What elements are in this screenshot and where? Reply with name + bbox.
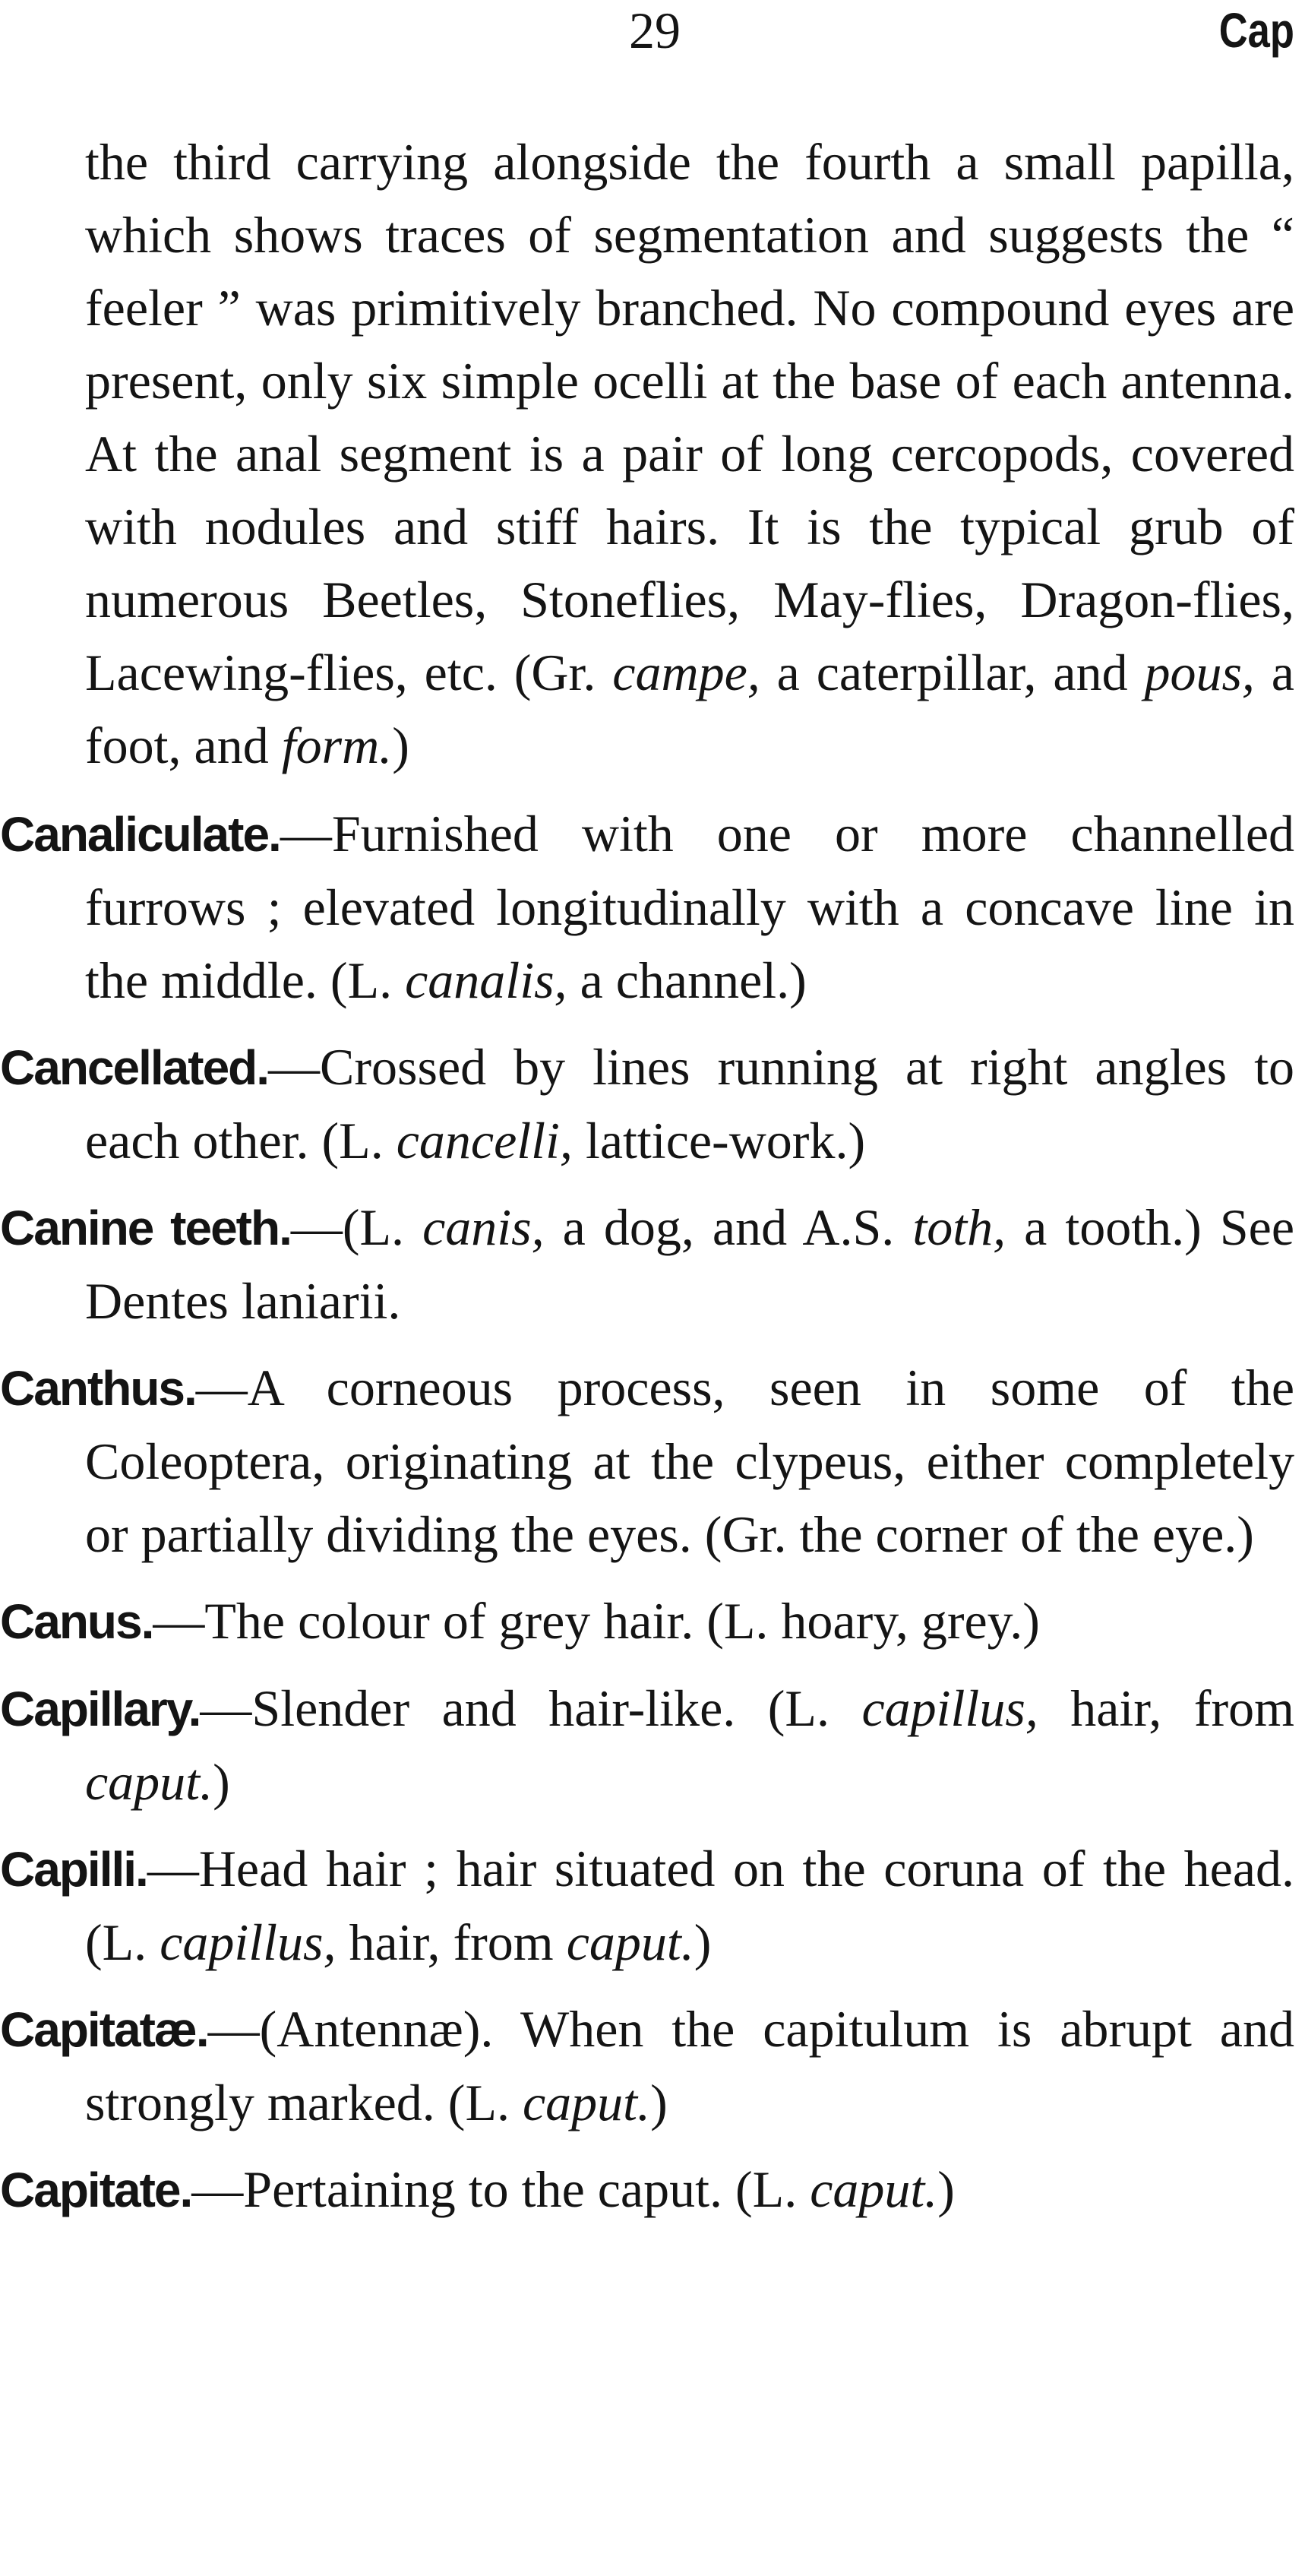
entry-definition: —A corneous process, seen in some of the Coleoptera, originating at the clypeus, either completely or partially dividing the eyes. (Gr. the corner of the eye.) bbox=[85, 1359, 1294, 1563]
entry-canaliculate bbox=[0, 797, 1294, 1017]
entry-definition: ) bbox=[392, 717, 409, 774]
entry-capilli bbox=[0, 1832, 1294, 1979]
entry-definition: lattice-work.) bbox=[572, 1112, 866, 1169]
entry-definition: —The colour of grey hair. (L. hoary, grey.) bbox=[153, 1592, 1040, 1650]
entry-definition: a caterpillar, and bbox=[760, 644, 1145, 701]
entry-headword: Canine teeth. bbox=[0, 1201, 291, 1255]
entry-definition: the third carrying alongside the fourth a small papilla, which shows traces of segmentation and suggests the “ feeler ” was primitively branched. No compound eyes are present, only six simple ocelli at the base of each antenna. At the anal segment is a pair of long cercopods, covered with nodules and stiff hairs. It is the typical grub of numerous Beetles, Stoneflies, May-flies, Dragon-flies, Lacewing-flies, etc. (Gr. bbox=[85, 133, 1294, 701]
entry-definition: a tooth.) See Dentes laniarii. bbox=[85, 1198, 1295, 1330]
entry-headword: Canus. bbox=[0, 1594, 153, 1649]
entry-definition: a foot, and bbox=[85, 644, 1294, 774]
etymology-word: form. bbox=[281, 717, 393, 774]
etymology-word: canis, bbox=[422, 1198, 545, 1256]
entry-definition: hair, from bbox=[336, 1913, 567, 1971]
entry-definition: —Furnished with one or more channelled furrows ; elevated longitudinally with a concave line in the middle. (L. bbox=[85, 805, 1294, 1009]
entry-definition: —Crossed by lines running at right angles to each other. (L. bbox=[85, 1038, 1294, 1169]
etymology-word: pous, bbox=[1144, 644, 1255, 701]
entry-headword: Canthus. bbox=[0, 1361, 196, 1416]
entry-definition: —Head hair ; hair situated on the coruna of the head. (L. bbox=[85, 1840, 1294, 1971]
entry-definition: ) bbox=[213, 1753, 230, 1811]
etymology-word: caput. bbox=[85, 1753, 213, 1811]
entry-headword: Canaliculate. bbox=[0, 807, 280, 862]
entry-definition: —(L. bbox=[290, 1198, 423, 1256]
entry-headword: Capitatæ. bbox=[0, 2002, 208, 2057]
entry-headword: Capilli. bbox=[0, 1842, 147, 1897]
etymology-word: toth, bbox=[912, 1198, 1006, 1256]
entry-definition: a dog, and A.S. bbox=[544, 1198, 913, 1256]
entry-definition: ) bbox=[650, 2074, 668, 2131]
entry-headword: Capitate. bbox=[0, 2163, 192, 2217]
etymology-word: cancelli, bbox=[396, 1112, 573, 1169]
etymology-word: caput. bbox=[810, 2160, 938, 2218]
entry-capitate bbox=[0, 2153, 1294, 2226]
entry-canine-teeth bbox=[0, 1191, 1294, 1337]
page-body bbox=[0, 125, 1294, 2240]
entry-definition: —Pertaining to the caput. (L. bbox=[191, 2160, 810, 2218]
catchword: Cap bbox=[1218, 3, 1294, 58]
continued-entry-text bbox=[0, 125, 1294, 782]
entry-capillary bbox=[0, 1672, 1294, 1818]
etymology-word: capillus, bbox=[861, 1679, 1038, 1737]
entry-definition: a channel.) bbox=[567, 951, 807, 1009]
entry-definition: —(Antennæ). When the capitulum is abrupt and strongly marked. (L. bbox=[85, 2000, 1294, 2131]
etymology-word: campe, bbox=[612, 644, 760, 701]
entry-cancellated bbox=[0, 1030, 1294, 1177]
running-head bbox=[0, 0, 1305, 84]
entry-definition: ) bbox=[937, 2160, 955, 2218]
entry-definition: ) bbox=[694, 1913, 712, 1971]
etymology-word: canalis, bbox=[405, 951, 567, 1009]
entry-definition: —Slender and hair-like. (L. bbox=[200, 1679, 862, 1737]
entry-definition: hair, from bbox=[1038, 1679, 1294, 1737]
etymology-word: caput. bbox=[522, 2074, 651, 2131]
entry-headword: Capillary. bbox=[0, 1682, 201, 1736]
page-number: 29 bbox=[629, 2, 681, 59]
entry-canthus bbox=[0, 1351, 1294, 1571]
entry-capitatae bbox=[0, 1992, 1294, 2139]
etymology-word: capillus, bbox=[160, 1913, 337, 1971]
etymology-word: caput. bbox=[566, 1913, 694, 1971]
entry-headword: Cancellated. bbox=[0, 1040, 269, 1095]
entry-canus bbox=[0, 1584, 1294, 1658]
